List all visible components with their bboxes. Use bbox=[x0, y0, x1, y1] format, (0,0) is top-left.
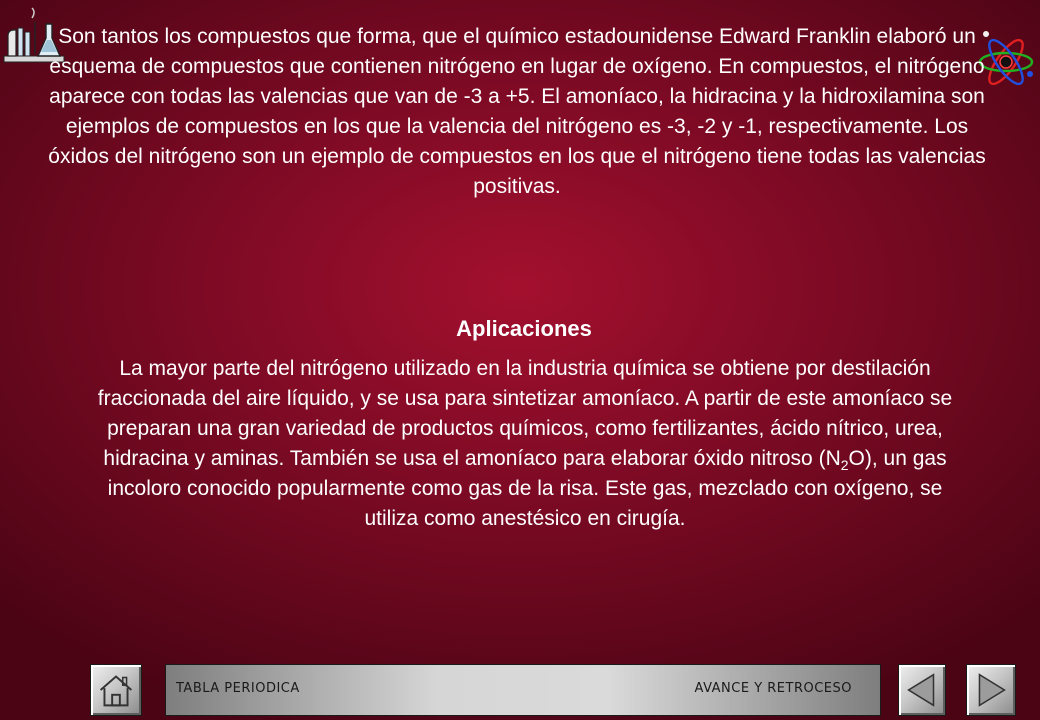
paragraph-franklin: Son tantos los compuestos que forma, que el químico estadounidense Edward Franklin elaboró un esquema de compuestos que contienen nitrógeno en lugar de oxígeno. En compuestos, el nitrógeno aparece con todas las valencias que van de -3 a +5. El amoníaco, la hidracina y la hidroxilamina son ejemplos de compuestos en los que la valencia del nitrógeno es -3, -2 y -1, respectivamente. Los óxidos del nitrógeno son un ejemplo de compuestos en los que el nitrógeno tiene todas las valencias positivas. bbox=[48, 25, 986, 198]
advance-retreat-link[interactable]: AVANCE Y RETROCESO bbox=[694, 681, 852, 696]
home-button[interactable] bbox=[90, 664, 142, 716]
subscript-2: 2 bbox=[840, 457, 849, 474]
next-button[interactable] bbox=[966, 664, 1016, 716]
paragraph-aplicaciones-text: La mayor parte del nitrógeno utilizado en la industria química se obtiene por destilación fraccionada del aire líquido, y se usa para sintetizar amoníaco. A partir de este amoníaco se preparan una gran variedad de productos químicos, como fertilizantes, ácido nítrico, urea, hidracina y aminas. También se usa el amoníaco para elaborar óxido nitroso (N bbox=[97, 357, 953, 470]
arrow-left-icon bbox=[899, 665, 945, 715]
paragraph-aplicaciones bbox=[80, 354, 970, 534]
previous-button[interactable] bbox=[898, 664, 946, 716]
navigation-bar bbox=[165, 664, 881, 716]
periodic-table-link[interactable]: TABLA PERIODICA bbox=[176, 681, 300, 696]
paragraph-aplicaciones-text-end: O), un gas incoloro conocido popularmente como gas de la risa. Este gas, mezclado con oxígeno, se utiliza como anestésico en cirugía. bbox=[107, 447, 947, 530]
home-icon bbox=[91, 665, 141, 715]
section-heading-aplicaciones: Aplicaciones bbox=[456, 316, 592, 341]
arrow-right-icon bbox=[967, 665, 1015, 715]
